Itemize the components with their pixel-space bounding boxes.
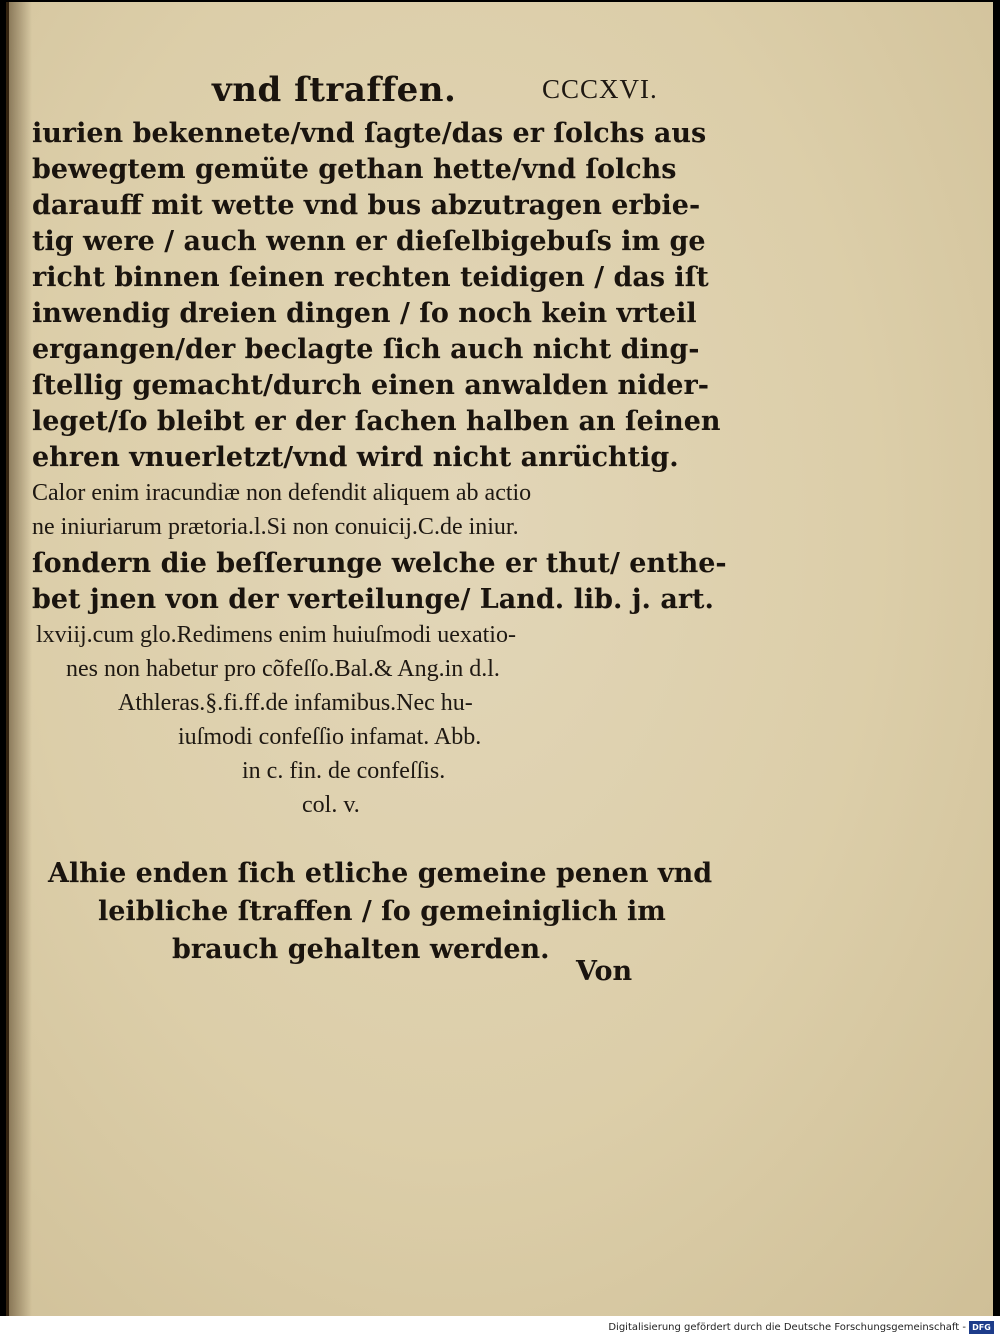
body-line: ehren vnuerletzt/vnd wird nicht anrüchtig. bbox=[32, 442, 679, 473]
catchword: Von bbox=[576, 956, 633, 987]
body-line-latin: Athleras.§.fi.ff.de infamibus.Nec hu- bbox=[118, 690, 473, 716]
body-line: leget/ſo bleibt er der ſachen halben an ſeinen bbox=[32, 406, 721, 437]
dfg-logo: DFG bbox=[969, 1321, 994, 1334]
body-line: ergangen/der beclagte ſich auch nicht ding- bbox=[32, 334, 700, 365]
body-line: iurien bekennete/vnd ſagte/das er ſolchs aus bbox=[32, 118, 707, 149]
body-line: bet jnen von der verteilunge/ Land. lib. j. art. bbox=[32, 584, 714, 615]
gutter-shadow bbox=[6, 2, 32, 1316]
body-line: bewegtem gemüte gethan hette/vnd ſolchs bbox=[32, 154, 677, 185]
body-line-latin: lxviij.cum glo.Redimens enim huiuſmodi uexatio- bbox=[36, 622, 516, 648]
closing-heading-line: leibliche ſtraffen / ſo gemeiniglich im bbox=[98, 896, 666, 927]
body-line: richt binnen ſeinen rechten teidigen / das iſt bbox=[32, 262, 709, 293]
body-line-latin: Calor enim iracundiæ non defendit aliquem ab actio bbox=[32, 480, 532, 506]
body-line: inwendig dreien dingen / ſo noch kein vrteil bbox=[32, 298, 697, 329]
closing-heading-line: brauch gehalten werden. bbox=[172, 934, 550, 965]
body-line-latin: ne iniuriarum prætoria.l.Si non conuicij.C.de iniur. bbox=[32, 514, 519, 540]
body-line: tig were / auch wenn er dieſelbigebuſs im ge bbox=[32, 226, 706, 257]
body-line-latin: iuſmodi confeſſio infamat. Abb. bbox=[178, 724, 482, 750]
body-line: darauff mit wette vnd bus abzutragen erbie- bbox=[32, 190, 701, 221]
body-line-latin: in c. fin. de confeſſis. bbox=[242, 758, 446, 784]
body-line: ſtellig gemacht/durch einen anwalden nider- bbox=[32, 370, 709, 401]
footer-credit: Digitalisierung gefördert durch die Deutsche Forschungsgemeinschaft - bbox=[608, 1322, 966, 1333]
body-line-latin: col. v. bbox=[302, 792, 360, 818]
running-title: vnd ſtraffen. bbox=[212, 70, 457, 110]
closing-heading-line: Alhie enden ſich etliche gemeine penen vnd bbox=[48, 858, 713, 889]
folio-number: CCCXVI. bbox=[542, 74, 658, 104]
body-line: ſondern die beſſerunge welche er thut/ enthe- bbox=[32, 548, 727, 579]
body-line-latin: nes non habetur pro cõfeſſo.Bal.& Ang.in d.l. bbox=[66, 656, 500, 682]
